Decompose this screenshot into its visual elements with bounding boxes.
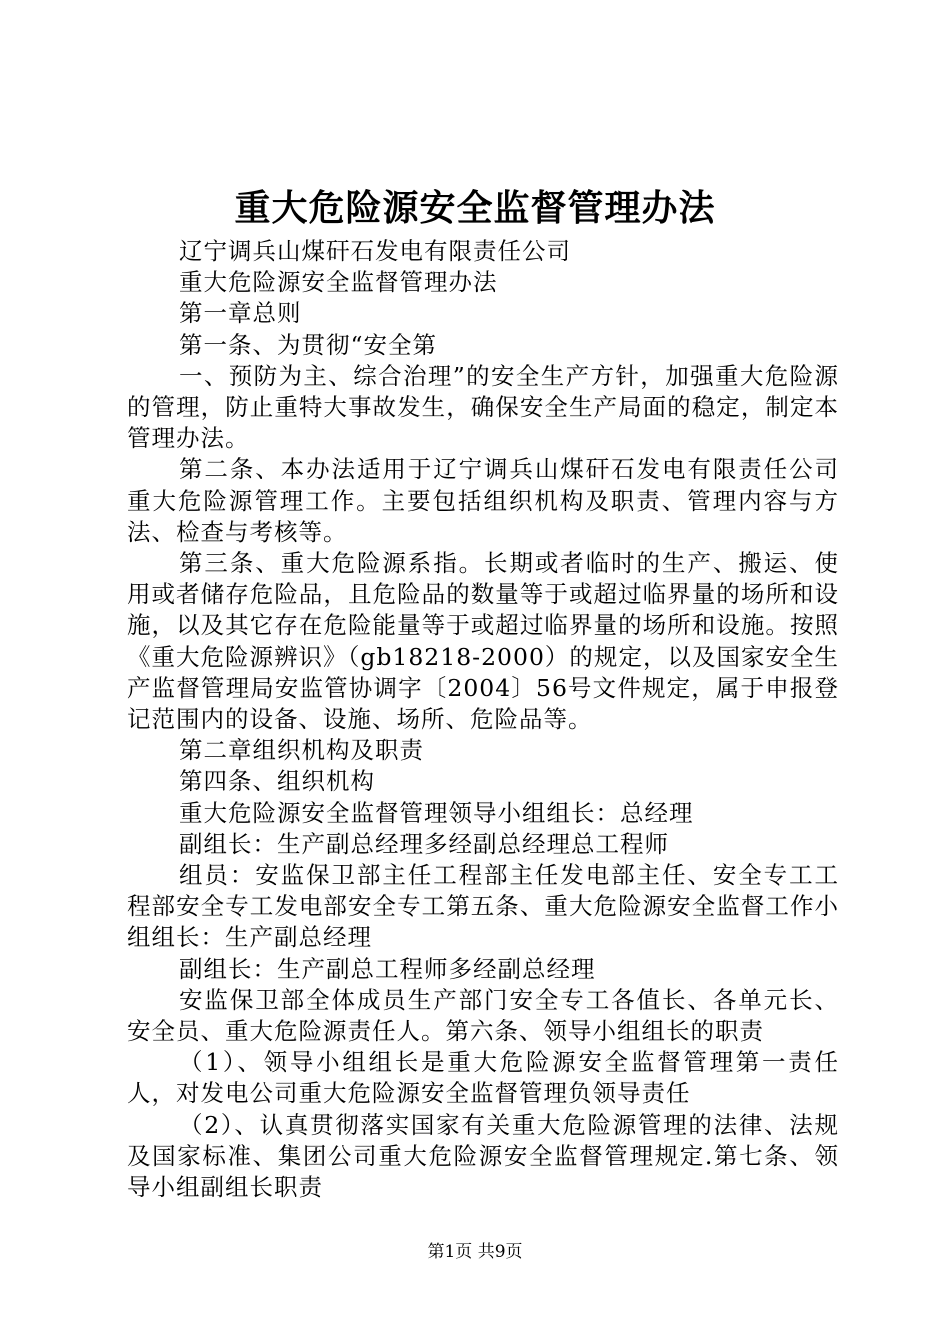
document-title: 重大危险源安全监督管理办法 [234,187,716,229]
paragraph: 安监保卫部全体成员生产部门安全专工各值长、各单元长、安全员、重大危险源责任人。第六条、领导小组组长的职责 [127,985,839,1046]
paragraph: （1）、领导小组组长是重大危险源安全监督管理第一责任人，对发电公司重大危险源安全监督管理负领导责任 [127,1048,839,1108]
paragraph-article-1: 第一条、为贯彻“安全第 [179,330,438,359]
paragraph-article-4: 第四条、组织机构 [179,767,375,796]
document-body [127,236,839,1203]
paragraph: 重大危险源安全监督管理领导小组组长：总经理 [179,798,694,827]
page-footer: 第1页 共9页 [427,1242,523,1262]
paragraph: 组员：安监保卫部主任工程部主任发电部主任、安全专工工程部安全专工发电部安全专工第五条、重大危险源安全监督工作小组组长：生产副总经理 [127,861,839,952]
paragraph: （2）、认真贯彻落实国家有关重大危险源管理的法律、法规及国家标准、集团公司重大危险源安全监督管理规定.第七条、领导小组副组长职责 [127,1110,839,1202]
paragraph-subtitle: 重大危险源安全监督管理办法 [179,268,498,297]
paragraph-article-2: 第二条、本办法适用于辽宁调兵山煤矸石发电有限责任公司重大危险源管理工作。主要包括组织机构及职责、管理内容与方法、检查与考核等。 [127,455,839,546]
paragraph: 副组长：生产副总经理多经副总经理总工程师 [179,829,669,858]
paragraph-article-3: 第三条、重大危险源系指。长期或者临时的生产、搬运、使用或者储存危险品，且危险品的数量等于或超过临界量的场所和设施，以及其它存在危险能量等于或超过临界量的场所和设施。按照《重大危险源辨识》（gb18218-2000）的规定，以及国家安全生产监督管理局安监管协调字〔2004〕56号文件规定，属于申报登记范围内的设备、设施、场所、危险品等。 [127,549,839,734]
chapter-heading: 第一章总则 [179,299,302,328]
paragraph-company: 辽宁调兵山煤矸石发电有限责任公司 [179,237,571,265]
paragraph: 副组长：生产副总工程师多经副总经理 [179,954,596,983]
chapter-heading: 第二章组织机构及职责 [179,736,424,765]
paragraph: 一、预防为主、综合治理”的安全生产方针，加强重大危险源的管理，防止重特大事故发生，确保安全生产局面的稳定，制定本管理办法。 [127,361,839,453]
